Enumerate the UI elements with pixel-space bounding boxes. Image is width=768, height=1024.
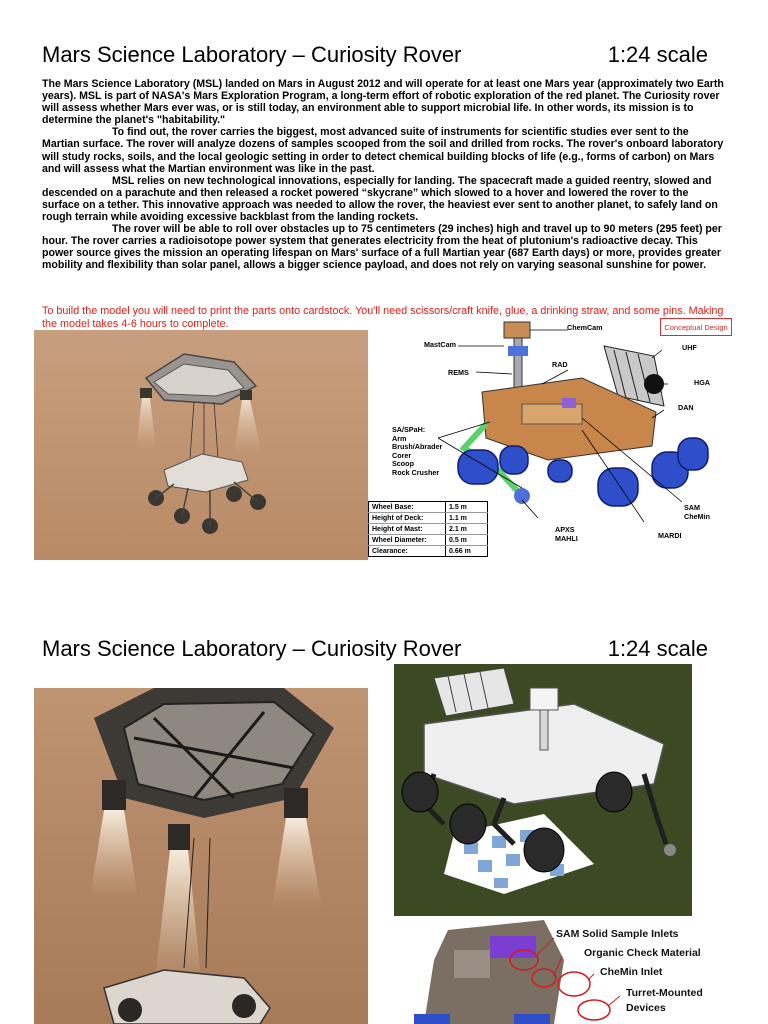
label-hga: HGA (694, 378, 710, 387)
page-2-title: Mars Science Laboratory – Curiosity Rover (42, 636, 462, 661)
scale-label: 1:24 scale (607, 42, 708, 67)
conceptual-design-label: Conceptual Design (660, 318, 732, 336)
label-apxs-mahli: APXS MAHLI (555, 525, 578, 543)
label-sa-spah: SA/SPaH: Arm Brush/Abrader Corer Scoop Rock Crusher (392, 425, 443, 477)
paper-model-photo (394, 664, 692, 916)
paragraph-3: MSL relies on new technological innovations, especially for landing. The spacecraft made a guided reentry, slowed and descended on a parachute and then released a rocket powered “skycrane” which slowed to a hover and lowered the rover to the surface on a tether. This innovative approach was needed to allow the rover, the heaviest ever sent to another planet, to safely land on rough terrain while avoiding excessive backblast from the landing rockets. (42, 174, 718, 224)
page-title: Mars Science Laboratory – Curiosity Rover (42, 42, 462, 67)
table-row: Wheel Base: 1.5 m (369, 502, 488, 513)
table-row: Height of Deck: 1.1 m (369, 513, 488, 524)
paper-model-image (394, 664, 692, 916)
callout-organic-check: Organic Check Material (584, 947, 701, 959)
label-uhf: UHF (682, 343, 697, 352)
skycrane-large-illustration (34, 688, 368, 1024)
callout-sam-inlets: SAM Solid Sample Inlets (556, 928, 679, 940)
instrument-closeup (394, 920, 734, 1024)
label-rems: REMS (448, 368, 469, 377)
page-2-scale-label: 1:24 scale (607, 636, 708, 661)
skycrane-large-image (34, 688, 368, 1024)
label-chemcam: ChemCam (567, 323, 603, 332)
paragraph-2: To find out, the rover carries the biggest, most advanced suite of instruments for scientific studies ever sent to the Martian surface. The rover will analyze dozens of samples scooped from the soil and drilled from rocks. The rover's onboard laboratory will study rocks, soils, and the local geologic setting in order to detect chemical building blocks of life (e.g., forms of carbon) on Mars and will assess what the Martian environment was like in the past. (42, 126, 724, 175)
intro-text (42, 78, 728, 272)
table-row: Wheel Diameter: 0.5 m (369, 535, 488, 546)
label-dan: DAN (678, 403, 694, 412)
page-2-title-row (42, 636, 708, 662)
label-mastcam: MastCam (424, 340, 456, 349)
callout-devices: Devices (626, 1002, 666, 1014)
paragraph-4: The rover will be able to roll over obstacles up to 75 centimeters (29 inches) high and travel up to 90 meters (295 feet) per hour. The rover carries a radioisotope power system that generates electricity from the heat of plutonium's radioactive decay. This power source gives the mission an operating lifespan on Mars' surface of a full Martian year (687 Earth days) or more, provides greater mobility and flexibility than solar panel, allows a bigger science payload, and does not rely on varying seasonal sunshine for power. (42, 223, 722, 272)
build-note: To build the model you will need to print the parts onto cardstock. You'll need scissors/craft knife, glue, a drinking straw, and some pins. Making the model takes 4-6 hours to complete. (42, 305, 724, 330)
table-row: Clearance: 0.66 m (369, 546, 488, 557)
callout-turret-mounted: Turret-Mounted (626, 987, 703, 999)
table-row: Height of Mast: 2.1 m (369, 524, 488, 535)
label-sam-chemin: SAM CheMin (684, 503, 710, 521)
spec-table (368, 501, 488, 557)
callout-chemin-inlet: CheMin Inlet (600, 966, 663, 978)
skycrane-illustration (34, 330, 368, 560)
paragraph-1: The Mars Science Laboratory (MSL) landed on Mars in August 2012 and will operate for at least one Mars year (approximately two Earth years). MSL is part of NASA's Mars Exploration Program, a long-term effort of robotic exploration of the red planet. The Curiosity rover will assess whether Mars ever was, or is still today, an environment able to support microbial life. In other words, its mission is to determine the planet's "habitability." (42, 78, 724, 127)
skycrane-image (34, 330, 368, 560)
page-title-row (42, 42, 708, 68)
label-mardi: MARDI (658, 531, 682, 540)
label-rad: RAD (552, 360, 568, 369)
